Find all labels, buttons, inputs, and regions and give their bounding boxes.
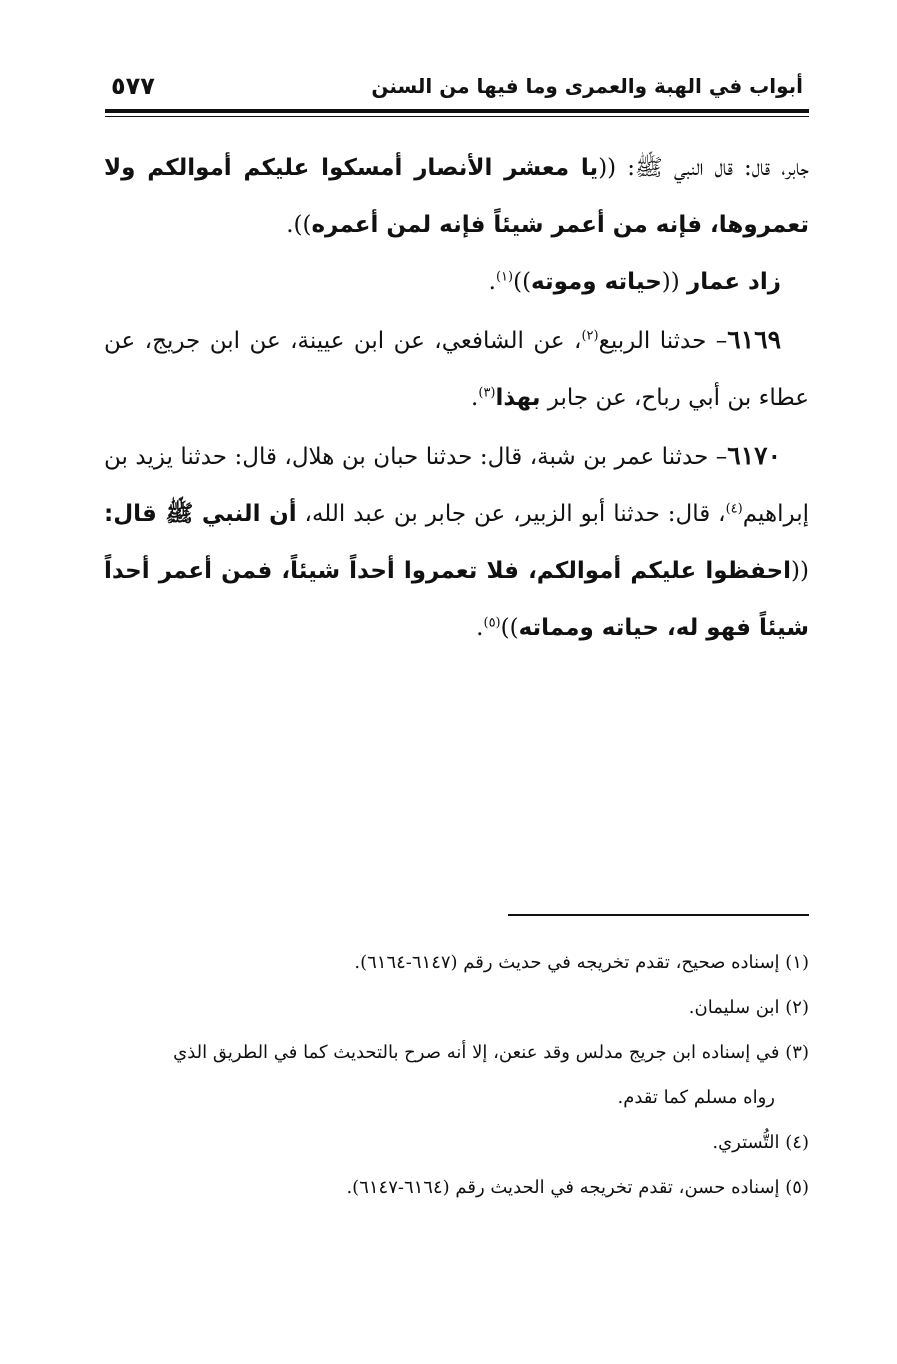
footnotes — [104, 940, 809, 1210]
page-header — [105, 72, 809, 108]
footnote-number: (١) — [785, 952, 809, 973]
footnote-1 — [104, 940, 809, 985]
footnote-ref-4: (٤) — [725, 501, 743, 517]
hadith-matn: احفظوا عليكم أموالكم، فلا تعمروا أحداً شيئاً، فمن أعمر أحداً شيئاً فهو له، حياته ومماته — [104, 558, 809, 641]
hadith-number: ٦١٧٠ — [727, 441, 781, 470]
footnote-text: في إسناده ابن جريج مدلس وقد عنعن، إلا أنه صرح بالتحديث كما في الطريق الذي — [173, 1042, 780, 1063]
addition-label: زاد عمار — [687, 269, 781, 295]
footnote-4 — [104, 1120, 809, 1165]
text: )). — [286, 212, 312, 238]
text: )) — [500, 615, 519, 641]
page-number: ٥٧٧ — [111, 72, 155, 100]
header-rule-thick — [105, 109, 809, 113]
hadith-6170 — [104, 427, 809, 657]
text: . — [471, 385, 479, 411]
footnote-ref-3: (٣) — [478, 385, 496, 401]
footnote-2 — [104, 985, 809, 1030]
text: ، قال: حدثنا أبو الزبير، عن جابر بن عبد الله، — [296, 501, 726, 527]
footnote-number: (٥) — [785, 1177, 809, 1198]
text: (( — [791, 558, 809, 584]
running-title: أبواب في الهبة والعمرى وما فيها من السنن — [371, 74, 803, 98]
hadith-matn: بهذا — [495, 385, 541, 411]
footnote-text: التُّستري. — [712, 1132, 780, 1153]
text: ، عن الشافعي، عن ابن عيينة، عن ابن جريج، عن عطاء بن أبي رباح، عن جابر — [104, 328, 809, 411]
footnote-ref-5: (٥) — [483, 615, 501, 631]
footnote-3 — [104, 1030, 809, 1075]
text: – حدثنا عمر بن شبة، قال: حدثنا حبان بن هلال، قال: حدثنا يزيد بن إبراهيم — [104, 444, 809, 527]
hadith-number: ٦١٦٩ — [727, 325, 781, 354]
footnote-text: إسناده حسن، تقدم تخريجه في الحديث رقم (٦١٦٤-٦١٤٧). — [346, 1177, 780, 1198]
footnote-number: (٤) — [785, 1132, 809, 1153]
text: جابر، قال: قال النبي ﷺ: (( — [598, 155, 810, 181]
main-text — [104, 140, 809, 657]
header-rule-thin — [105, 116, 809, 117]
footnote-3-continuation: رواه مسلم كما تقدم. — [617, 1087, 775, 1108]
footnote-ref-1: (١) — [495, 269, 514, 285]
text: (( — [661, 269, 688, 295]
footnote-ref-2: (٢) — [581, 328, 599, 344]
text: – حدثنا الربيع — [598, 328, 728, 354]
footnote-number: (٣) — [785, 1042, 809, 1063]
footnote-separator — [508, 914, 809, 916]
footnote-text: إسناده صحيح، تقدم تخريجه في حديث رقم (٦١٤٧-٦١٦٤). — [354, 952, 780, 973]
text: . — [488, 269, 496, 295]
addition-matn: حياته وموته — [531, 269, 662, 295]
text: )) — [513, 269, 532, 295]
hadith-isnad-end: أن النبي ﷺ قال: — [104, 501, 297, 527]
footnote-number: (٢) — [785, 997, 809, 1018]
hadith-6169 — [104, 311, 809, 427]
footnote-text: ابن سليمان. — [688, 997, 780, 1018]
text: . — [476, 615, 484, 641]
hadith-matn: يا معشر الأنصار أمسكوا عليكم أموالكم ولا تعمروها، فإنه من أعمر شيئاً فإنه لمن أعمره — [104, 155, 809, 238]
footnote-5 — [104, 1165, 809, 1210]
paragraph-continuation — [104, 140, 809, 311]
